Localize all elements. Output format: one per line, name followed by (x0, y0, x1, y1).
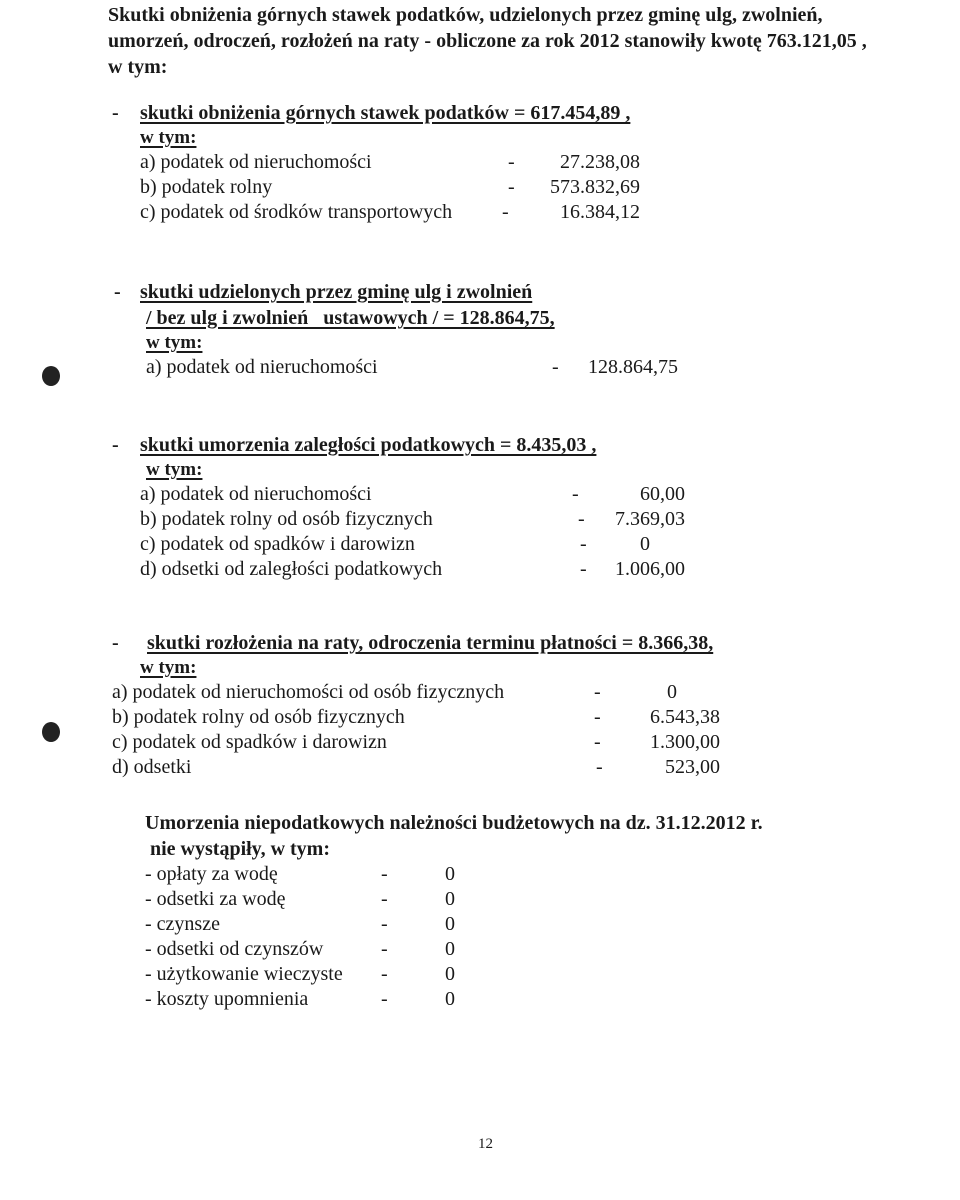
item-label: b) podatek rolny od osób fizycznych (140, 508, 433, 530)
section-municipal-reliefs (114, 279, 678, 380)
item-dash: - (572, 483, 579, 505)
item-label: - odsetki za wodę (145, 888, 286, 910)
section-heading: Umorzenia niepodatkowych należności budżetowych na dz. 31.12.2012 r. (145, 812, 763, 834)
item-value: 0 (445, 938, 455, 960)
item-dash: - (381, 988, 388, 1010)
item-value: 1.006,00 (615, 558, 685, 580)
item-value: 0 (445, 913, 455, 935)
list-item (145, 987, 763, 1012)
item-dash: - (594, 681, 601, 703)
item-dash: - (508, 176, 515, 198)
item-label: - koszty upomnienia (145, 988, 309, 1010)
section-non-tax-remissions (145, 810, 763, 1012)
item-dash: - (381, 913, 388, 935)
item-dash: - (381, 963, 388, 985)
section-reduced-rates (112, 100, 640, 225)
item-label: d) odsetki (112, 756, 192, 778)
w-tym-label: w tym: (146, 459, 203, 480)
section-title: skutki umorzenia zaległości podatkowych = 8.435,03 , (140, 434, 597, 456)
item-value: 7.369,03 (615, 508, 685, 530)
item-dash: - (580, 533, 587, 555)
item-dash: - (594, 731, 601, 753)
list-item (112, 755, 720, 780)
item-label: b) podatek rolny od osób fizycznych (112, 706, 405, 728)
section-heading (112, 432, 597, 458)
section-heading (112, 100, 631, 126)
list-item (140, 557, 685, 582)
section-title: skutki obniżenia górnych stawek podatków = 617.454,89 , (140, 102, 631, 124)
section-subheading (140, 305, 555, 331)
item-label: c) podatek od środków transportowych (140, 201, 453, 223)
item-dash: - (381, 938, 388, 960)
item-value: 0 (445, 963, 455, 985)
section-title: skutki rozłożenia na raty, odroczenia terminu płatności = 8.366,38, (147, 632, 714, 654)
item-dash: - (552, 356, 559, 378)
item-value: 0 (445, 988, 455, 1010)
item-value: 573.832,69 (550, 176, 640, 198)
section-heading (112, 630, 713, 656)
item-value: 0 (445, 863, 455, 885)
item-dash: - (580, 558, 587, 580)
item-label: c) podatek od spadków i darowizn (112, 731, 387, 753)
item-label: c) podatek od spadków i darowizn (140, 533, 415, 555)
list-item (140, 200, 640, 225)
list-item (140, 507, 685, 532)
section-dash: - (112, 102, 119, 124)
list-item (145, 962, 763, 987)
item-value: 523,00 (665, 756, 720, 778)
item-dash: - (596, 756, 603, 778)
intro-paragraph: Skutki obniżenia górnych stawek podatków, udzielonych przez gminę ulg, zwolnień, umorzeń, odroczeń, rozłożeń na raty - obliczone za rok 2012 stanowiły kwotę 763.121,05 , w tym: (108, 4, 867, 78)
item-label: d) odsetki od zaległości podatkowych (140, 558, 443, 580)
section-instalments-deferrals (112, 630, 720, 780)
list-item (145, 912, 763, 937)
item-value: 16.384,12 (560, 201, 640, 223)
item-value: 0 (667, 681, 677, 703)
item-label: a) podatek od nieruchomości (140, 151, 372, 173)
list-item (112, 730, 720, 755)
section-tax-arrears-remission (112, 432, 685, 582)
list-item (145, 862, 763, 887)
section-dash: - (114, 281, 121, 303)
list-item (112, 680, 713, 705)
w-tym-label: w tym: (140, 127, 197, 148)
item-label: a) podatek od nieruchomości (140, 483, 372, 505)
w-tym-label: w tym: (146, 332, 203, 353)
list-item (145, 887, 763, 912)
item-label: - użytkowanie wieczyste (145, 963, 343, 985)
item-label: a) podatek od nieruchomości (146, 356, 378, 378)
item-dash: - (508, 151, 515, 173)
item-dash: - (578, 508, 585, 530)
section-subtitle: nie wystąpiły, w tym: (150, 838, 330, 860)
section-title: skutki udzielonych przez gminę ulg i zwolnień (140, 281, 533, 303)
item-dash: - (502, 201, 509, 223)
item-value: 60,00 (640, 483, 685, 505)
item-dash: - (594, 706, 601, 728)
item-label: - opłaty za wodę (145, 863, 278, 885)
section-heading (114, 279, 555, 305)
w-tym-label: w tym: (140, 657, 197, 678)
section-dash: - (112, 632, 119, 654)
item-label: a) podatek od nieruchomości od osób fizycznych (112, 681, 505, 703)
page-number: 12 (478, 1136, 493, 1152)
list-item (140, 532, 650, 557)
list-item (140, 482, 685, 507)
item-dash: - (381, 888, 388, 910)
section-dash: - (112, 434, 119, 456)
section-subtitle: / bez ulg i zwolnień ustawowych / = 128.864,75, (146, 307, 555, 329)
item-dash: - (381, 863, 388, 885)
item-value: 1.300,00 (650, 731, 720, 753)
item-value: 6.543,38 (650, 706, 720, 728)
item-label: - czynsze (145, 913, 220, 935)
list-item (112, 705, 720, 730)
list-item (140, 355, 678, 380)
item-value: 128.864,75 (588, 356, 678, 378)
item-label: b) podatek rolny (140, 176, 273, 198)
item-value: 27.238,08 (560, 151, 640, 173)
list-item (140, 150, 640, 175)
punch-hole-mark (42, 366, 60, 386)
list-item (140, 175, 640, 200)
punch-hole-mark (42, 722, 60, 742)
item-value: 0 (640, 533, 650, 555)
item-value: 0 (445, 888, 455, 910)
item-label: - odsetki od czynszów (145, 938, 324, 960)
list-item (145, 937, 763, 962)
